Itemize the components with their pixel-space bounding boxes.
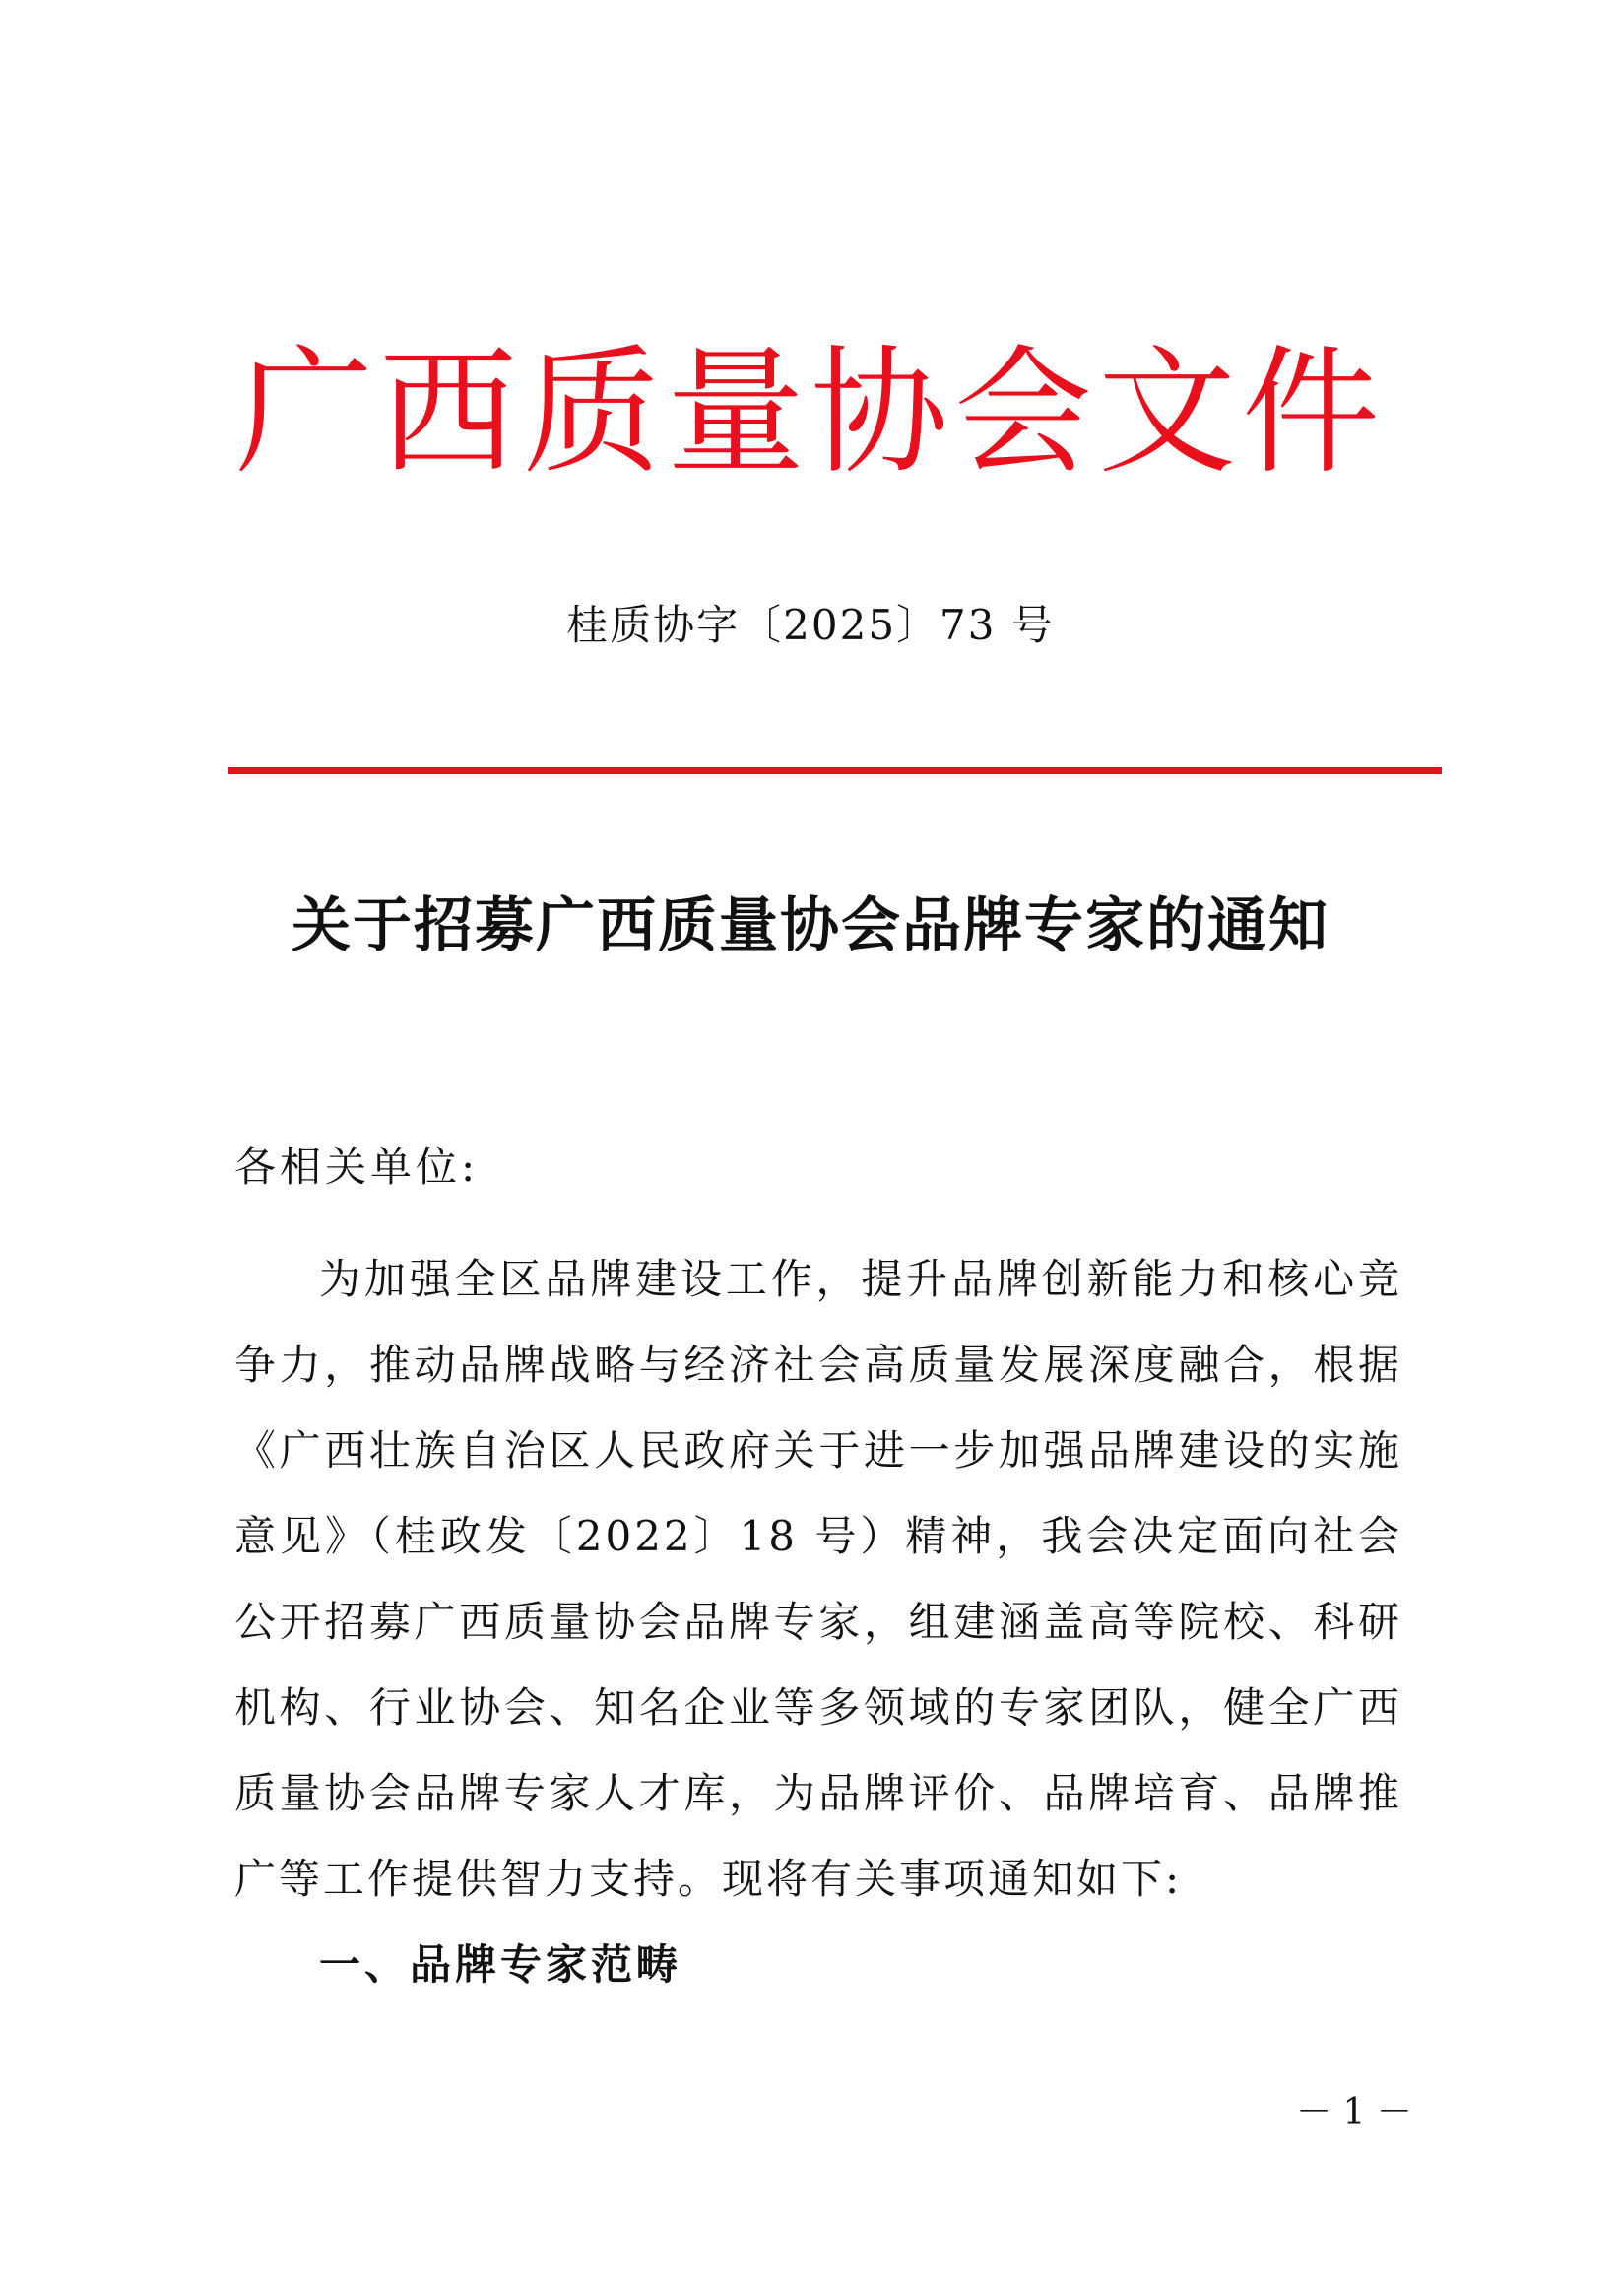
body-paragraph: 为加强全区品牌建设工作，提升品牌创新能力和核心竞争力，推动品牌战略与经济社会高质量发展深度融合，根据《广西壮族自治区人民政府关于进一步加强品牌建设的实施意见》（桂政发〔2022〕18 号）精神，我会决定面向社会公开招募广西质量协会品牌专家，组建涵盖高等院校、科研机构、行业协会、知名企业等多领域的专家团队，健全广西质量协会品牌专家人才库，为品牌评价、品牌培育、品牌推广等工作提供智力支持。现将有关事项通知如下: bbox=[234, 1255, 1402, 1903]
notice-title: 关于招募广西质量协会品牌专家的通知 bbox=[292, 891, 1329, 960]
red-divider-rule bbox=[228, 767, 1442, 774]
salutation: 各相关单位: bbox=[234, 1143, 480, 1191]
section-heading: 一、品牌专家范畴 bbox=[319, 1940, 682, 1989]
page-number: － 1 － bbox=[1296, 2092, 1412, 2132]
document-number: 桂质协字〔2025〕73 号 bbox=[566, 601, 1055, 649]
masthead-title: 广西质量协会文件 bbox=[234, 333, 1386, 493]
